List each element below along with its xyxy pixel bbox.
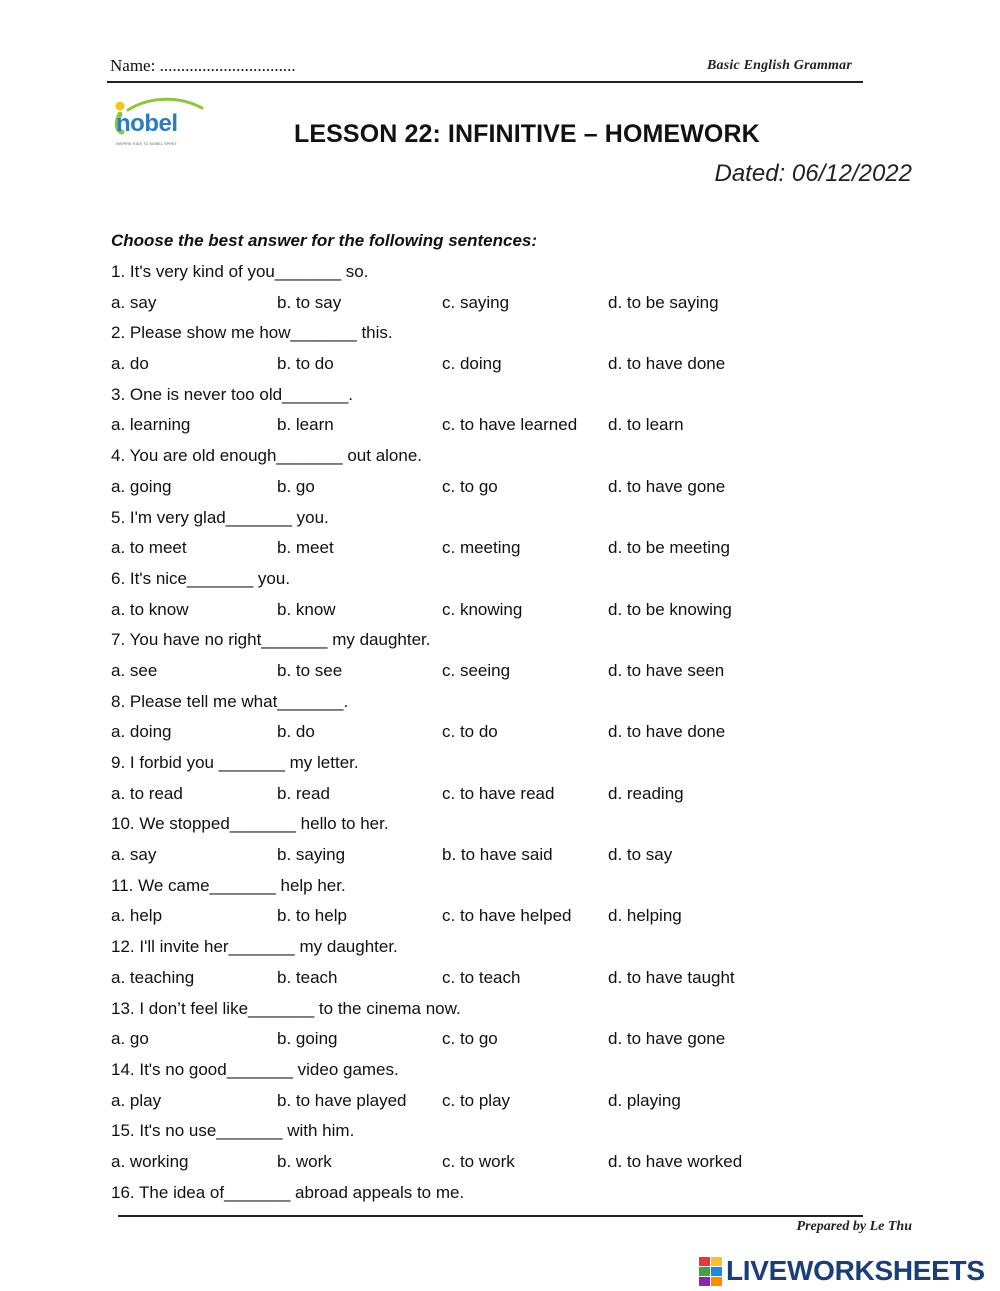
answer-options (111, 1024, 871, 1055)
answer-options (111, 472, 871, 503)
answer-options (111, 1086, 871, 1117)
answer-options (111, 779, 871, 810)
answer-option[interactable]: c. saying (442, 292, 510, 312)
course-title: Basic English Grammar (706, 58, 852, 73)
answer-options (111, 595, 871, 626)
question-text: 7. You have no right_______ my daughter. (111, 630, 431, 650)
question-text: 6. It's nice_______ you. (111, 568, 291, 588)
question-text: 12. I'll invite her_______ my daughter. (111, 937, 398, 957)
answer-option[interactable]: d. to have done (608, 354, 726, 374)
answer-options (111, 656, 871, 687)
answer-option[interactable]: a. see (111, 660, 158, 680)
question-text: 13. I don’t feel like_______ to the cinema now. (111, 998, 461, 1018)
answer-option[interactable]: b. saying (277, 845, 346, 865)
answer-option[interactable]: c. to work (442, 1151, 515, 1171)
instructions: Choose the best answer for the following sentences: (111, 231, 538, 250)
question-text: 1. It's very kind of you_______ so. (111, 262, 369, 281)
answer-options (111, 349, 871, 380)
answer-options (111, 717, 871, 748)
answer-options (111, 840, 871, 871)
answer-option[interactable]: d. to have gone (608, 476, 726, 496)
answer-option[interactable]: d. to be knowing (608, 599, 732, 619)
answer-option[interactable]: d. to have seen (608, 660, 725, 680)
answer-option[interactable]: b. going (277, 1029, 338, 1049)
question-text: 14. It's no good_______ video games. (111, 1059, 399, 1079)
answer-option[interactable]: b. to say (277, 292, 342, 312)
answer-option[interactable]: a. play (111, 1090, 162, 1110)
answer-options (111, 288, 871, 319)
question-text: 2. Please show me how_______ this. (111, 323, 393, 343)
answer-option[interactable]: c. to have read (442, 783, 555, 803)
answer-option[interactable]: b. do (277, 722, 315, 742)
answer-option[interactable]: c. to play (442, 1090, 511, 1110)
question-text: 15. It's no use_______ with him. (111, 1121, 355, 1141)
answer-option[interactable]: d. to have done (608, 722, 726, 742)
answer-option[interactable]: c. to have learned (442, 415, 578, 435)
prepared-by: Prepared by Le Thu (796, 1219, 912, 1234)
answer-option[interactable]: c. to go (442, 476, 498, 496)
question-text: 8. Please tell me what_______. (111, 691, 349, 711)
answer-option[interactable]: c. to teach (442, 967, 521, 987)
answer-option[interactable]: d. helping (608, 906, 682, 926)
answer-option[interactable]: d. to be saying (608, 292, 719, 312)
answer-options (111, 410, 871, 441)
answer-option[interactable]: b. to help (277, 906, 347, 926)
answer-option[interactable]: a. to meet (111, 538, 187, 558)
answer-option[interactable]: c. to have helped (442, 906, 572, 926)
name-field-label: Name: ................................ (110, 56, 296, 75)
answer-option[interactable]: a. say (111, 845, 157, 865)
answer-option[interactable]: b. read (277, 783, 330, 803)
answer-option[interactable]: a. doing (111, 722, 172, 742)
answer-option[interactable]: d. to have gone (608, 1029, 726, 1049)
answer-option[interactable]: b. to do (277, 354, 334, 374)
question-text: 3. One is never too old_______. (111, 384, 353, 404)
logo-wordmark: nobel (116, 110, 178, 137)
answer-option[interactable]: c. to do (442, 722, 498, 742)
liveworksheets-logo-icon (698, 1255, 724, 1287)
answer-option[interactable]: b. work (277, 1151, 332, 1171)
answer-option[interactable]: b. go (277, 476, 315, 496)
question-text: 5. I'm very glad_______ you. (111, 507, 329, 527)
answer-option[interactable]: c. meeting (442, 538, 521, 558)
question-text: 10. We stopped_______ hello to her. (111, 814, 389, 834)
date-label: Dated: 06/12/2022 (714, 160, 912, 187)
answer-option[interactable]: b. to see (277, 660, 343, 680)
nobel-logo (110, 96, 210, 156)
answer-option[interactable]: a. working (111, 1151, 189, 1171)
answer-option[interactable]: a. help (111, 906, 163, 926)
answer-option[interactable]: a. do (111, 354, 149, 374)
header-divider (107, 81, 863, 83)
answer-option[interactable]: d. to have taught (608, 967, 735, 987)
answer-option[interactable]: b. to have played (277, 1090, 407, 1110)
answer-options (111, 533, 871, 564)
answer-option[interactable]: d. to have worked (608, 1151, 743, 1171)
question-text: 9. I forbid you _______ my letter. (111, 753, 359, 772)
liveworksheets-brand (698, 1255, 994, 1287)
answer-option[interactable]: c. to go (442, 1029, 498, 1049)
question-text: 4. You are old enough_______ out alone. (111, 446, 423, 466)
answer-options (111, 901, 871, 932)
answer-option[interactable]: a. say (111, 292, 157, 312)
brand-name: LIVEWORKSHEETS (726, 1255, 985, 1286)
answer-option[interactable]: c. knowing (442, 599, 523, 619)
answer-option[interactable]: b. learn (277, 415, 334, 435)
answer-option[interactable]: b. teach (277, 967, 338, 987)
question-text: 11. We came_______ help her. (111, 875, 346, 895)
answer-options (111, 1147, 871, 1178)
answer-option[interactable]: a. go (111, 1029, 149, 1049)
answer-option[interactable]: d. to say (608, 845, 673, 865)
answer-option[interactable]: c. doing (442, 354, 502, 374)
answer-option[interactable]: d. playing (608, 1090, 681, 1110)
answer-option[interactable]: c. seeing (442, 660, 511, 680)
footer-divider (118, 1215, 863, 1217)
answer-option[interactable]: d. to learn (608, 415, 684, 435)
question-list (111, 257, 871, 1208)
answer-option[interactable]: b. know (277, 599, 336, 619)
answer-option[interactable]: d. to be meeting (608, 538, 730, 558)
answer-options (111, 963, 871, 994)
lesson-title: LESSON 22: INFINITIVE – HOMEWORK (294, 120, 760, 148)
answer-option[interactable]: d. reading (608, 783, 684, 803)
answer-option[interactable]: a. to read (111, 783, 183, 803)
answer-option[interactable]: b. to have said (442, 845, 553, 865)
logo-tagline: INSPIRE KIDS TO NOBEL SPIRIT (116, 142, 177, 146)
question-text: 16. The idea of_______ abroad appeals to me. (111, 1182, 465, 1202)
answer-option[interactable]: a. to know (111, 599, 189, 619)
answer-option[interactable]: a. learning (111, 415, 191, 435)
answer-option[interactable]: b. meet (277, 538, 334, 558)
answer-option[interactable]: a. teaching (111, 967, 195, 987)
answer-option[interactable]: a. going (111, 476, 172, 496)
